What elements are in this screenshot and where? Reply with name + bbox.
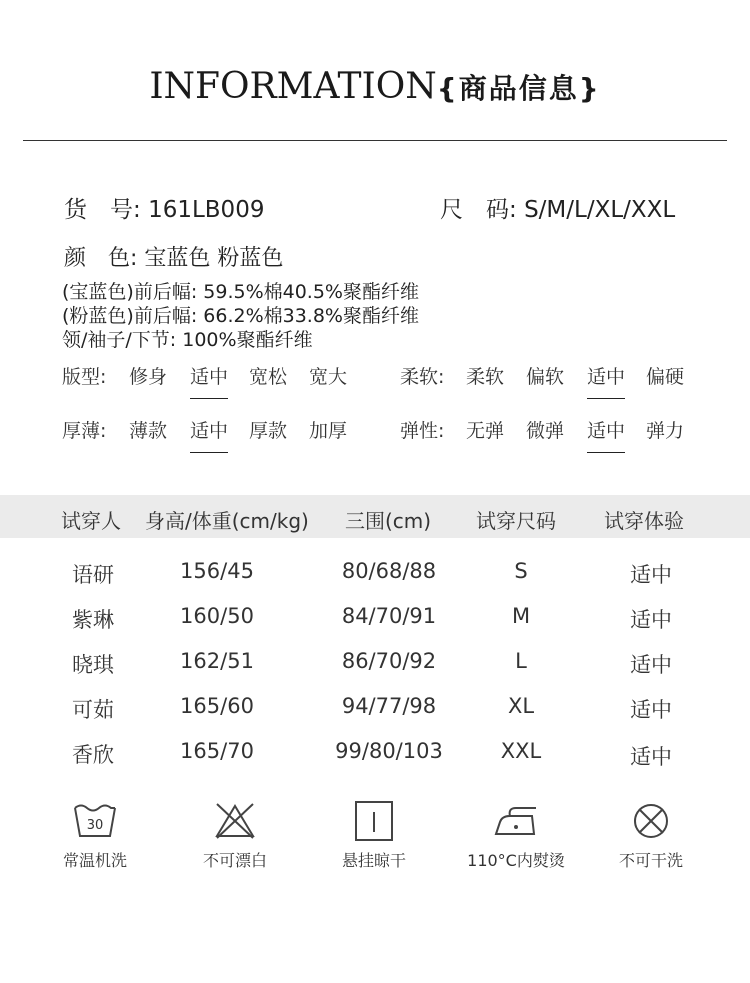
table-cell: M: [511, 604, 531, 628]
elasticity-label: 弹性:: [400, 420, 445, 442]
care-label: 不可漂白: [202, 851, 267, 870]
title-cn: {商品信息}: [436, 72, 601, 105]
care-label: 不可干洗: [618, 851, 683, 870]
table-cell: XXL: [500, 739, 542, 763]
elasticity-option: 无弹: [466, 420, 505, 442]
color-value: 宝蓝色 粉蓝色: [144, 246, 284, 271]
softness-option: 偏硬: [646, 366, 685, 388]
table-cell: XL: [507, 694, 535, 718]
size-value: S/M/L/XL/XXL: [524, 197, 676, 223]
table-cell: 可茹: [72, 698, 114, 722]
table-cell: 适中: [630, 563, 672, 587]
material-line: 领/袖子/下节: 100%聚酯纤维: [62, 329, 313, 351]
thickness-option: 薄款: [129, 420, 168, 442]
material-line: (宝蓝色)前后幅: 59.5%棉40.5%聚酯纤维: [62, 281, 419, 303]
care-label: 悬挂晾干: [341, 851, 406, 870]
table-cell: 86/70/92: [341, 649, 437, 673]
table-cell: 适中: [630, 653, 672, 677]
fit-option: 宽松: [249, 366, 288, 388]
table-cell: 紫琳: [72, 608, 114, 632]
wash-30-icon: [71, 800, 119, 842]
care-item: [581, 800, 721, 871]
table-cell: 84/70/91: [341, 604, 437, 628]
softness-label: 柔软:: [400, 366, 445, 388]
color-row: [64, 241, 283, 272]
care-item: [446, 800, 586, 871]
table-header-cell: 试穿人: [61, 509, 121, 533]
table-cell: 80/68/88: [341, 559, 437, 583]
table-header-cell: 身高/体重(cm/kg): [145, 509, 309, 533]
material-line: (粉蓝色)前后幅: 66.2%棉33.8%聚酯纤维: [62, 305, 419, 327]
table-cell: 99/80/103: [335, 739, 443, 763]
table-cell: 适中: [630, 745, 672, 769]
table-cell: L: [515, 649, 527, 673]
thickness-option: 厚款: [249, 420, 288, 442]
softness-option: 柔软: [466, 366, 505, 388]
care-item: [25, 800, 165, 871]
care-label: 110°C内熨烫: [467, 851, 565, 870]
elasticity-row: [400, 416, 700, 446]
softness-row: [400, 362, 700, 392]
size-label: 尺 码:: [440, 197, 517, 223]
thickness-label: 厚薄:: [62, 420, 107, 442]
table-cell: 适中: [630, 698, 672, 722]
color-label: 颜 色:: [64, 246, 138, 271]
material-list: [62, 280, 419, 352]
table-cell: 适中: [630, 608, 672, 632]
table-cell: 162/51: [180, 649, 254, 673]
table-cell: S: [514, 559, 528, 583]
size-row: [440, 191, 675, 224]
title-divider: [23, 140, 727, 141]
table-cell: 香欣: [72, 743, 114, 767]
care-item: [304, 800, 444, 871]
title-en: INFORMATION: [149, 66, 437, 107]
sku-label: 货 号:: [64, 197, 141, 223]
sku-row: [64, 191, 264, 224]
table-cell: 160/50: [180, 604, 254, 628]
page-title: [0, 66, 750, 107]
no-dry-clean-icon: [627, 800, 675, 842]
table-cell: 156/45: [180, 559, 254, 583]
wash-temp: 30: [86, 818, 104, 833]
table-header-cell: 试穿尺码: [476, 509, 556, 533]
fit-label: 版型:: [62, 366, 107, 388]
thickness-row: [62, 416, 382, 446]
fit-option-selected: 适中: [190, 362, 228, 389]
softness-option-selected: 适中: [587, 362, 625, 389]
elasticity-option: 微弹: [526, 420, 565, 442]
table-cell: 165/70: [180, 739, 254, 763]
elasticity-option-selected: 适中: [587, 416, 625, 443]
care-item: [165, 800, 305, 871]
table-header-cell: 试穿体验: [604, 509, 684, 533]
table-cell: 165/60: [180, 694, 254, 718]
care-label: 常温机洗: [62, 851, 127, 870]
softness-option: 偏软: [526, 366, 565, 388]
no-bleach-icon: [211, 800, 259, 842]
table-header: [0, 495, 750, 538]
table-cell: 晓琪: [72, 653, 114, 677]
fit-option: 修身: [129, 366, 168, 388]
fit-option: 宽大: [309, 366, 348, 388]
elasticity-option: 弹力: [646, 420, 685, 442]
sku-value: 161LB009: [148, 197, 265, 223]
iron-110-icon: [492, 800, 540, 842]
thickness-option-selected: 适中: [190, 416, 228, 443]
fit-row: [62, 362, 382, 392]
hang-dry-icon: [350, 800, 398, 842]
thickness-option: 加厚: [309, 420, 348, 442]
table-cell: 94/77/98: [341, 694, 437, 718]
table-header-cell: 三围(cm): [345, 509, 432, 533]
table-cell: 语研: [72, 563, 114, 587]
